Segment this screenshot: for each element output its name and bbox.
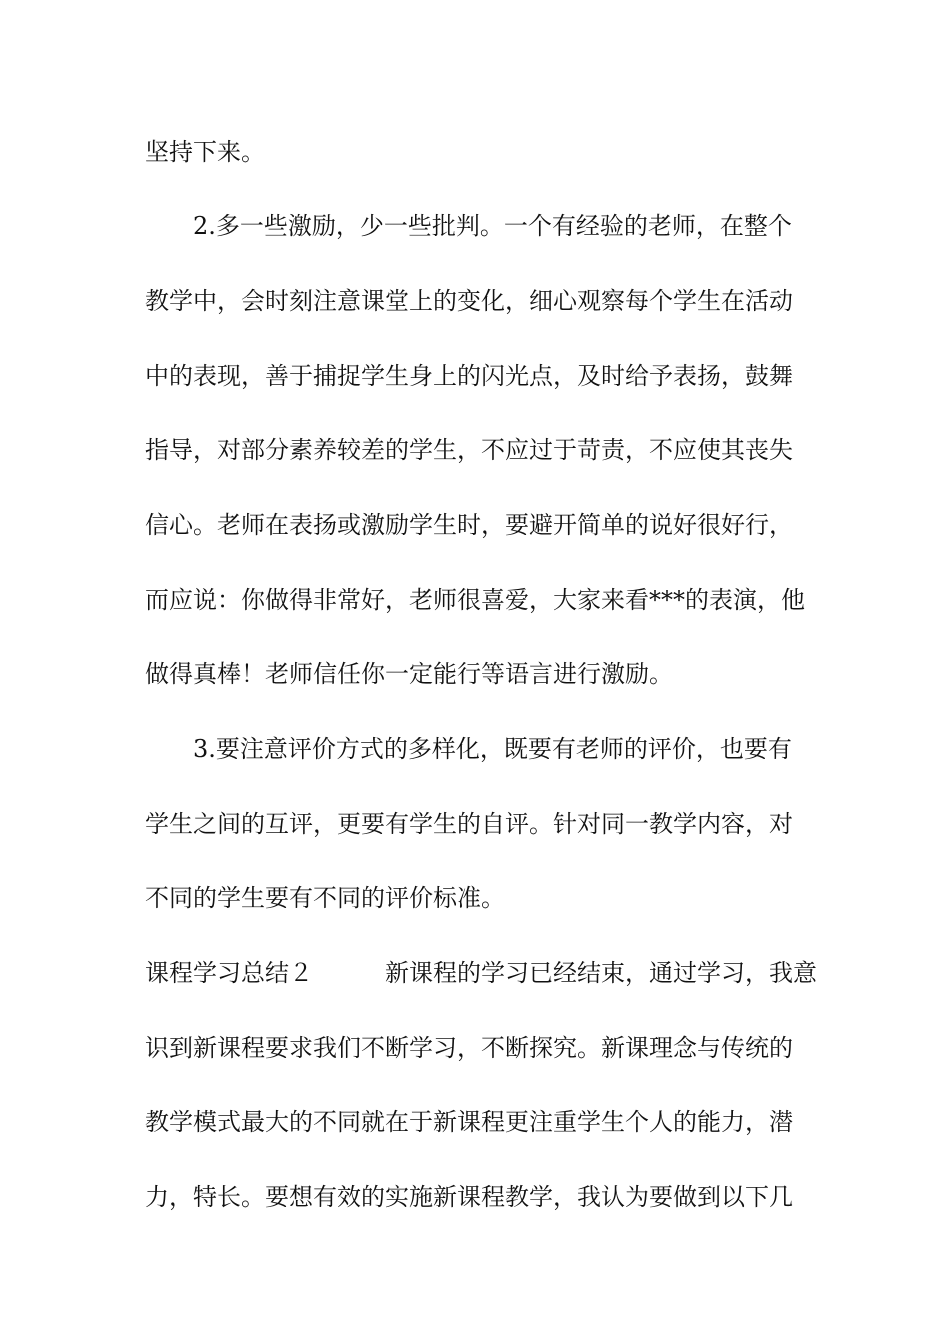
text-line: 力，特长。要想有效的实施新课程教学，我认为要做到以下几 [145, 1183, 793, 1211]
text-line: 识到新课程要求我们不断学习，不断探究。新课理念与传统的 [145, 1034, 793, 1062]
section-heading-line: 课程学习总结２ 新课程的学习已经结束，通过学习，我意 [145, 959, 817, 987]
text-line: 坚持下来。 [145, 138, 265, 166]
text-line: 指导，对部分素养较差的学生，不应过于苛责，不应使其丧失 [145, 436, 793, 464]
text-line: 学生之间的互评，更要有学生的自评。针对同一教学内容，对 [145, 810, 793, 838]
text-line: 做得真棒！老师信任你一定能行等语言进行激励。 [145, 660, 673, 688]
text-line: 信心。老师在表扬或激励学生时，要避开简单的说好很好行， [145, 511, 793, 539]
text-line: 教学中，会时刻注意课堂上的变化，细心观察每个学生在活动 [145, 287, 793, 315]
paragraph-start-line: 3.要注意评价方式的多样化，既要有老师的评价，也要有 [193, 735, 792, 763]
text-line: 不同的学生要有不同的评价标准。 [145, 884, 505, 912]
text-line: 中的表现，善于捕捉学生身上的闪光点，及时给予表扬，鼓舞 [145, 362, 793, 390]
text-line: 教学模式最大的不同就在于新课程更注重学生个人的能力，潜 [145, 1108, 793, 1136]
paragraph-start-line: 2.多一些激励，少一些批判。一个有经验的老师，在整个 [193, 212, 792, 240]
text-line: 而应说：你做得非常好，老师很喜爱，大家来看***的表演，他 [145, 586, 805, 614]
